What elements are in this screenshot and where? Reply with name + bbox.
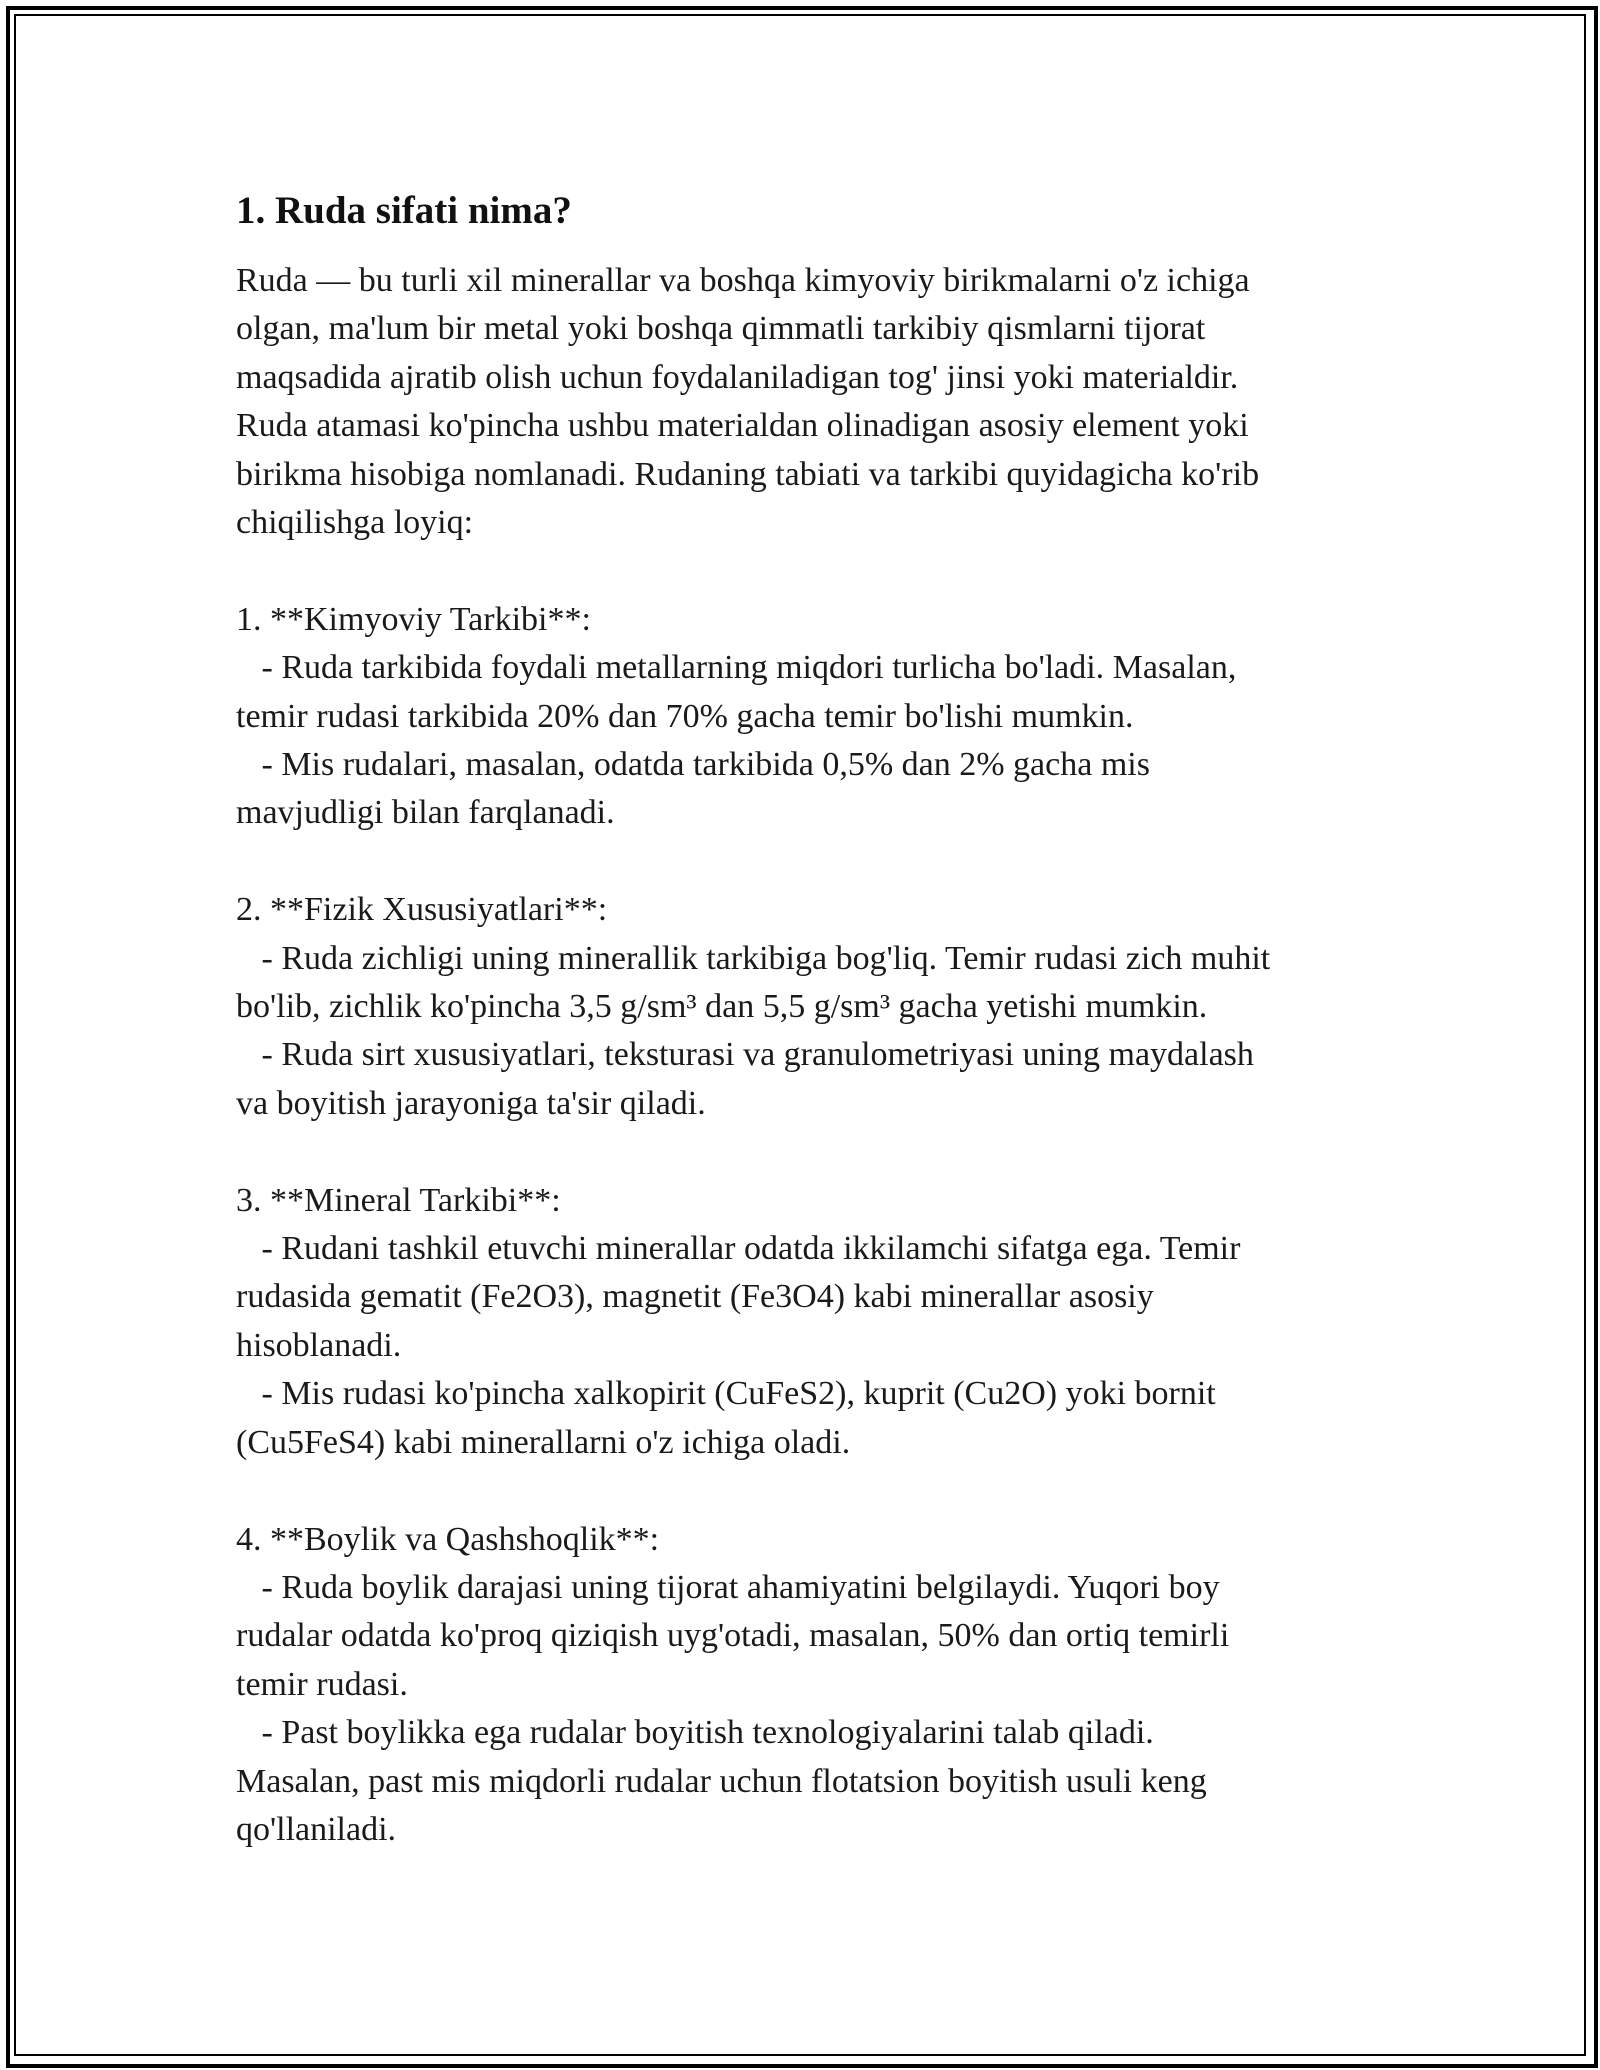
- text-line: va boyitish jarayoniga ta'sir qiladi.: [236, 1084, 706, 1122]
- text-line: maqsadida ajratib olish uchun foydalaniladigan tog' jinsi yoki materialdir.: [236, 358, 1239, 396]
- text-line: 1. **Kimyoviy Tarkibi**:: [236, 600, 591, 638]
- blank-line: [236, 1467, 1376, 1515]
- text-line: rudasida gematit (Fe2O3), magnetit (Fe3O4) kabi minerallar asosiy: [236, 1278, 1154, 1316]
- text-line: 4. **Boylik va Qashshoqlik**:: [236, 1520, 660, 1558]
- text-line: - Ruda tarkibida foydali metallarning miqdori turlicha bo'ladi. Masalan,: [236, 649, 1237, 687]
- text-line: 2. **Fizik Xususiyatlari**:: [236, 891, 608, 929]
- text-line: Ruda — bu turli xil minerallar va boshqa kimyoviy birikmalarni o'z ichiga: [236, 262, 1250, 299]
- text-line: - Past boylikka ega rudalar boyitish texnologiyalarini talab qiladi.: [236, 1714, 1154, 1752]
- text-line: - Mis rudasi ko'pincha xalkopirit (CuFeS2), kuprit (Cu2O) yoki bornit: [236, 1375, 1216, 1413]
- document-content: [236, 185, 1376, 1854]
- text-line: 3. **Mineral Tarkibi**:: [236, 1181, 561, 1219]
- text-line: - Ruda boylik darajasi uning tijorat ahamiyatini belgilaydi. Yuqori boy: [236, 1568, 1220, 1606]
- text-line: (Cu5FeS4) kabi minerallarni o'z ichiga oladi.: [236, 1423, 851, 1461]
- text-line: Ruda atamasi ko'pincha ushbu materialdan olinadigan asosiy element yoki: [236, 407, 1249, 445]
- text-line: - Rudani tashkil etuvchi minerallar odatda ikkilamchi sifatga ega. Temir: [236, 1230, 1241, 1268]
- text-line: mavjudligi bilan farqlanadi.: [236, 794, 615, 832]
- text-line: Masalan, past mis miqdorli rudalar uchun flotatsion boyitish usuli keng: [236, 1762, 1207, 1800]
- text-line: temir rudasi.: [236, 1665, 408, 1703]
- text-line: rudalar odatda ko'proq qiziqish uyg'otadi, masalan, 50% dan ortiq temirli: [236, 1617, 1230, 1655]
- document-body: [236, 257, 1376, 1854]
- text-line: - Ruda zichligi uning minerallik tarkibiga bog'liq. Temir rudasi zich muhit: [236, 939, 1271, 977]
- text-line: bo'lib, zichlik ko'pincha 3,5 g/sm³ dan 5,5 g/sm³ gacha yetishi mumkin.: [236, 988, 1208, 1026]
- text-line: birikma hisobiga nomlanadi. Rudaning tabiati va tarkibi quyidagicha ko'rib: [236, 455, 1260, 493]
- text-line: temir rudasi tarkibida 20% dan 70% gacha temir bo'lishi mumkin.: [236, 697, 1134, 735]
- blank-line: [236, 547, 1376, 595]
- text-line: chiqilishga loyiq:: [236, 504, 474, 542]
- text-line: - Ruda sirt xususiyatlari, teksturasi va granulometriyasi uning maydalash: [236, 1036, 1254, 1074]
- text-line: hisoblanadi.: [236, 1326, 402, 1364]
- text-line: qo'llaniladi.: [236, 1810, 397, 1848]
- blank-line: [236, 1128, 1376, 1176]
- text-line: - Mis rudalari, masalan, odatda tarkibida 0,5% dan 2% gacha mis: [236, 746, 1150, 784]
- text-line: olgan, ma'lum bir metal yoki boshqa qimmatli tarkibiy qismlarni tijorat: [236, 310, 1206, 348]
- blank-line: [236, 838, 1376, 886]
- document-title: 1. Ruda sifati nima?: [236, 189, 572, 232]
